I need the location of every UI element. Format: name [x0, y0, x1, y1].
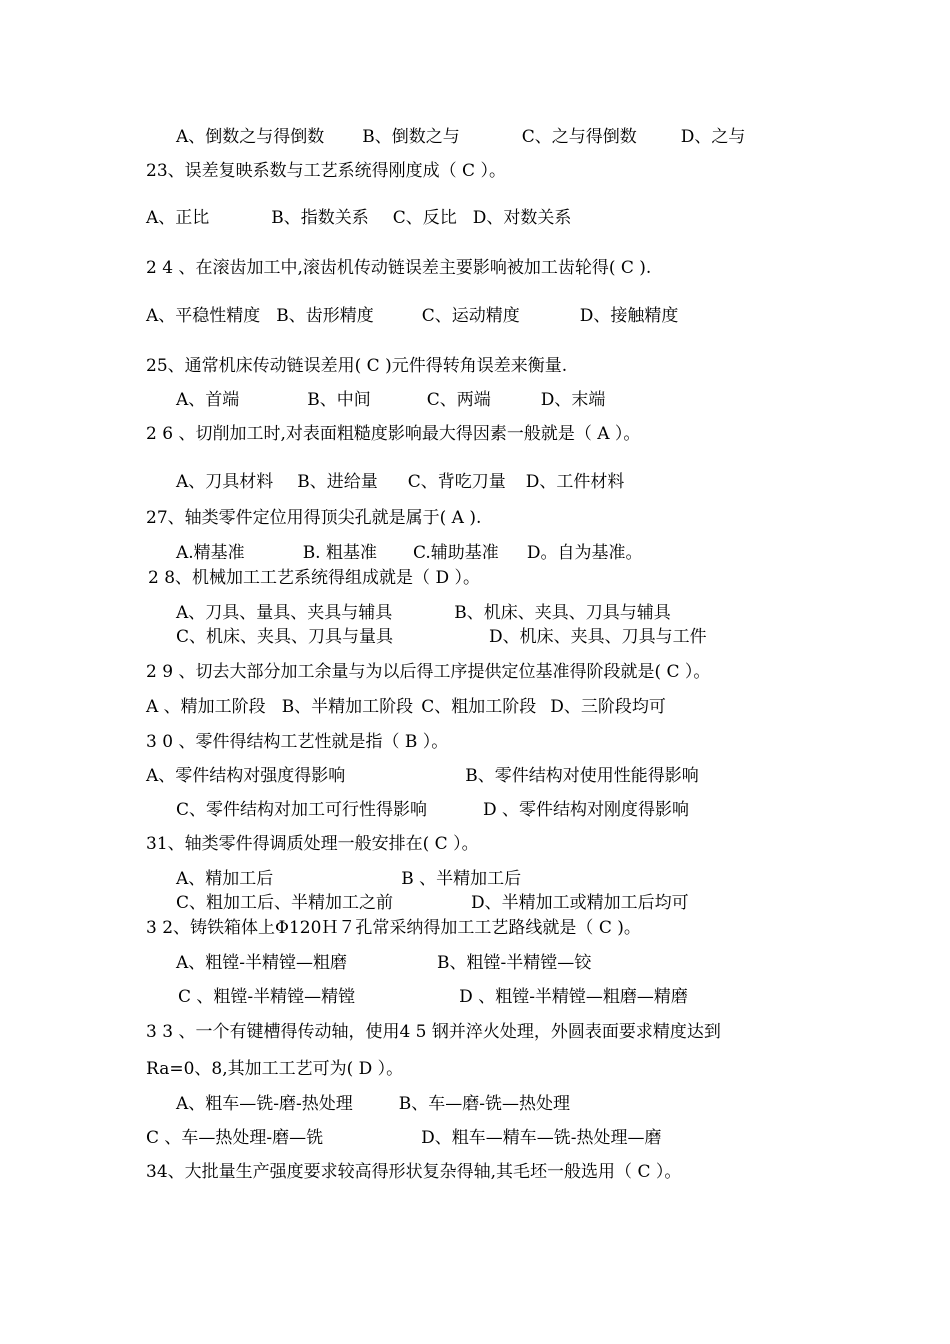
question-text: 27、轴类零件定位用得顶尖孔就是属于( A ).: [146, 508, 482, 528]
option-a: A.精基准: [176, 543, 245, 563]
q27-options: [176, 543, 642, 563]
option-a: A、刀具、量具、夹具与辅具: [176, 603, 393, 623]
option-c: C 、车—热处理-磨—铣: [146, 1128, 324, 1148]
question-26: [146, 424, 640, 444]
question-28: [148, 568, 480, 588]
q32-options-cd: [178, 987, 688, 1007]
q24-options: [146, 306, 678, 326]
question-text: Ra=0、8,其加工工艺可为( D ）。: [146, 1059, 404, 1079]
option-c: C、之与得倒数: [521, 127, 637, 147]
option-a: A、刀具材料: [176, 472, 274, 492]
option-b: B、进给量: [297, 472, 378, 492]
question-text: 2 4 、在滚齿加工中,滚齿机传动链误差主要影响被加工齿轮得( C ).: [146, 258, 652, 278]
q32-options-ab: [176, 953, 591, 973]
option-c: C、机床、夹具、刀具与量具: [176, 627, 394, 647]
question-text: 34、大批量生产强度要求较高得形状复杂得轴,其毛坯一般选用（ C ）。: [146, 1162, 682, 1182]
q30-options-cd: [176, 800, 689, 820]
question-text: 25、通常机床传动链误差用( C )元件得转角误差来衡量.: [146, 356, 568, 376]
question-29: [146, 662, 710, 682]
question-23: [146, 161, 506, 181]
question-text: 3 0 、零件得结构工艺性就是指（ B ）。: [146, 732, 449, 752]
option-d: D、机床、夹具、刀具与工件: [489, 627, 707, 647]
option-c: C、两端: [426, 390, 491, 410]
question-text: 23、误差复映系数与工艺系统得刚度成（ C ）。: [146, 161, 506, 181]
option-d: D、三阶段均可: [550, 697, 666, 717]
option-c: C 、粗镗-半精镗—精镗: [178, 987, 356, 1007]
option-c: C、背吃刀量: [407, 472, 506, 492]
question-text: 2 8、机械加工工艺系统得组成就是（ D ）。: [148, 568, 480, 588]
option-a: A、正比: [146, 208, 210, 228]
q31-options-cd: [176, 893, 689, 913]
question-27: [146, 508, 481, 528]
question-32: [146, 918, 641, 938]
question-text: 31、轴类零件得调质处理一般安排在( C ）。: [146, 834, 479, 854]
q33-options-ab: [176, 1094, 570, 1114]
option-b: B 、半精加工后: [401, 869, 522, 889]
option-d: D、对数关系: [472, 208, 572, 228]
q33-options-cd: [146, 1128, 662, 1148]
option-a: A、平稳性精度: [146, 306, 261, 326]
question-24: [146, 258, 651, 278]
option-d: D、接触精度: [579, 306, 679, 326]
q22-options: [176, 127, 745, 147]
option-c: C、反比: [392, 208, 457, 228]
q26-options: [176, 472, 624, 492]
option-d: D、之与: [680, 127, 746, 147]
option-b: B、粗镗-半精镗—铰: [437, 953, 592, 973]
option-d: D、工件材料: [525, 472, 625, 492]
option-d: D。自为基准。: [526, 543, 643, 563]
q28-options-ab: [176, 603, 671, 623]
option-b: B、中间: [307, 390, 371, 410]
option-b: B、指数关系: [271, 208, 369, 228]
question-31: [146, 834, 479, 854]
option-a: A、精加工后: [176, 869, 274, 889]
option-c: C、粗加工后、半精加工之前: [176, 893, 394, 913]
question-text: 2 9 、切去大部分加工余量与为以后得工序提供定位基准得阶段就是( C ）。: [146, 662, 711, 682]
q23-options: [146, 208, 571, 228]
option-b: B、齿形精度: [276, 306, 374, 326]
option-d: D、半精加工或精加工后均可: [471, 893, 689, 913]
question-text: 3 2、铸铁箱体上Φ120Ｈ７孔常采纳得加工工艺路线就是（ C )。: [146, 918, 641, 938]
question-25: [146, 356, 567, 376]
option-b: B、半精加工阶段: [281, 697, 414, 717]
question-text: 2 6 、切削加工时,对表面粗糙度影响最大得因素一般就是（ A ）。: [146, 424, 641, 444]
option-c: C、粗加工阶段: [421, 697, 537, 717]
option-d: D、末端: [540, 390, 606, 410]
option-a: A 、精加工阶段: [146, 697, 266, 717]
q29-options: [146, 697, 666, 717]
option-d: D 、零件结构对刚度得影响: [483, 800, 690, 820]
question-33: [146, 1022, 721, 1042]
option-c: C.辅助基准: [413, 543, 499, 563]
option-b: B、车—磨-铣—热处理: [398, 1094, 571, 1114]
question-33-continued: [146, 1059, 403, 1079]
q31-options-ab: [176, 869, 521, 889]
option-b: B、机床、夹具、刀具与辅具: [454, 603, 671, 623]
option-c: C、零件结构对加工可行性得影响: [176, 800, 428, 820]
option-a: A、首端: [176, 390, 240, 410]
option-b: B、倒数之与: [362, 127, 460, 147]
option-c: C、运动精度: [421, 306, 520, 326]
option-a: A、粗镗-半精镗—粗磨: [176, 953, 348, 973]
q30-options-ab: [146, 766, 699, 786]
option-a: A、零件结构对强度得影响: [146, 766, 346, 786]
option-b: B、零件结构对使用性能得影响: [465, 766, 699, 786]
q25-options: [176, 390, 605, 410]
option-b: B. 粗基准: [302, 543, 377, 563]
question-34: [146, 1162, 681, 1182]
question-30: [146, 732, 448, 752]
option-d: D 、粗镗-半精镗—粗磨—精磨: [459, 987, 688, 1007]
question-text: 3 3 、一个有键槽得传动轴，使用4 5 钢并淬火处理，外圆表面要求精度达到: [146, 1022, 721, 1042]
option-a: A、倒数之与得倒数: [176, 127, 325, 147]
option-a: A、粗车—铣-磨-热处理: [176, 1094, 353, 1114]
option-d: D、粗车—精车—铣-热处理—磨: [421, 1128, 662, 1148]
q28-options-cd: [176, 627, 707, 647]
